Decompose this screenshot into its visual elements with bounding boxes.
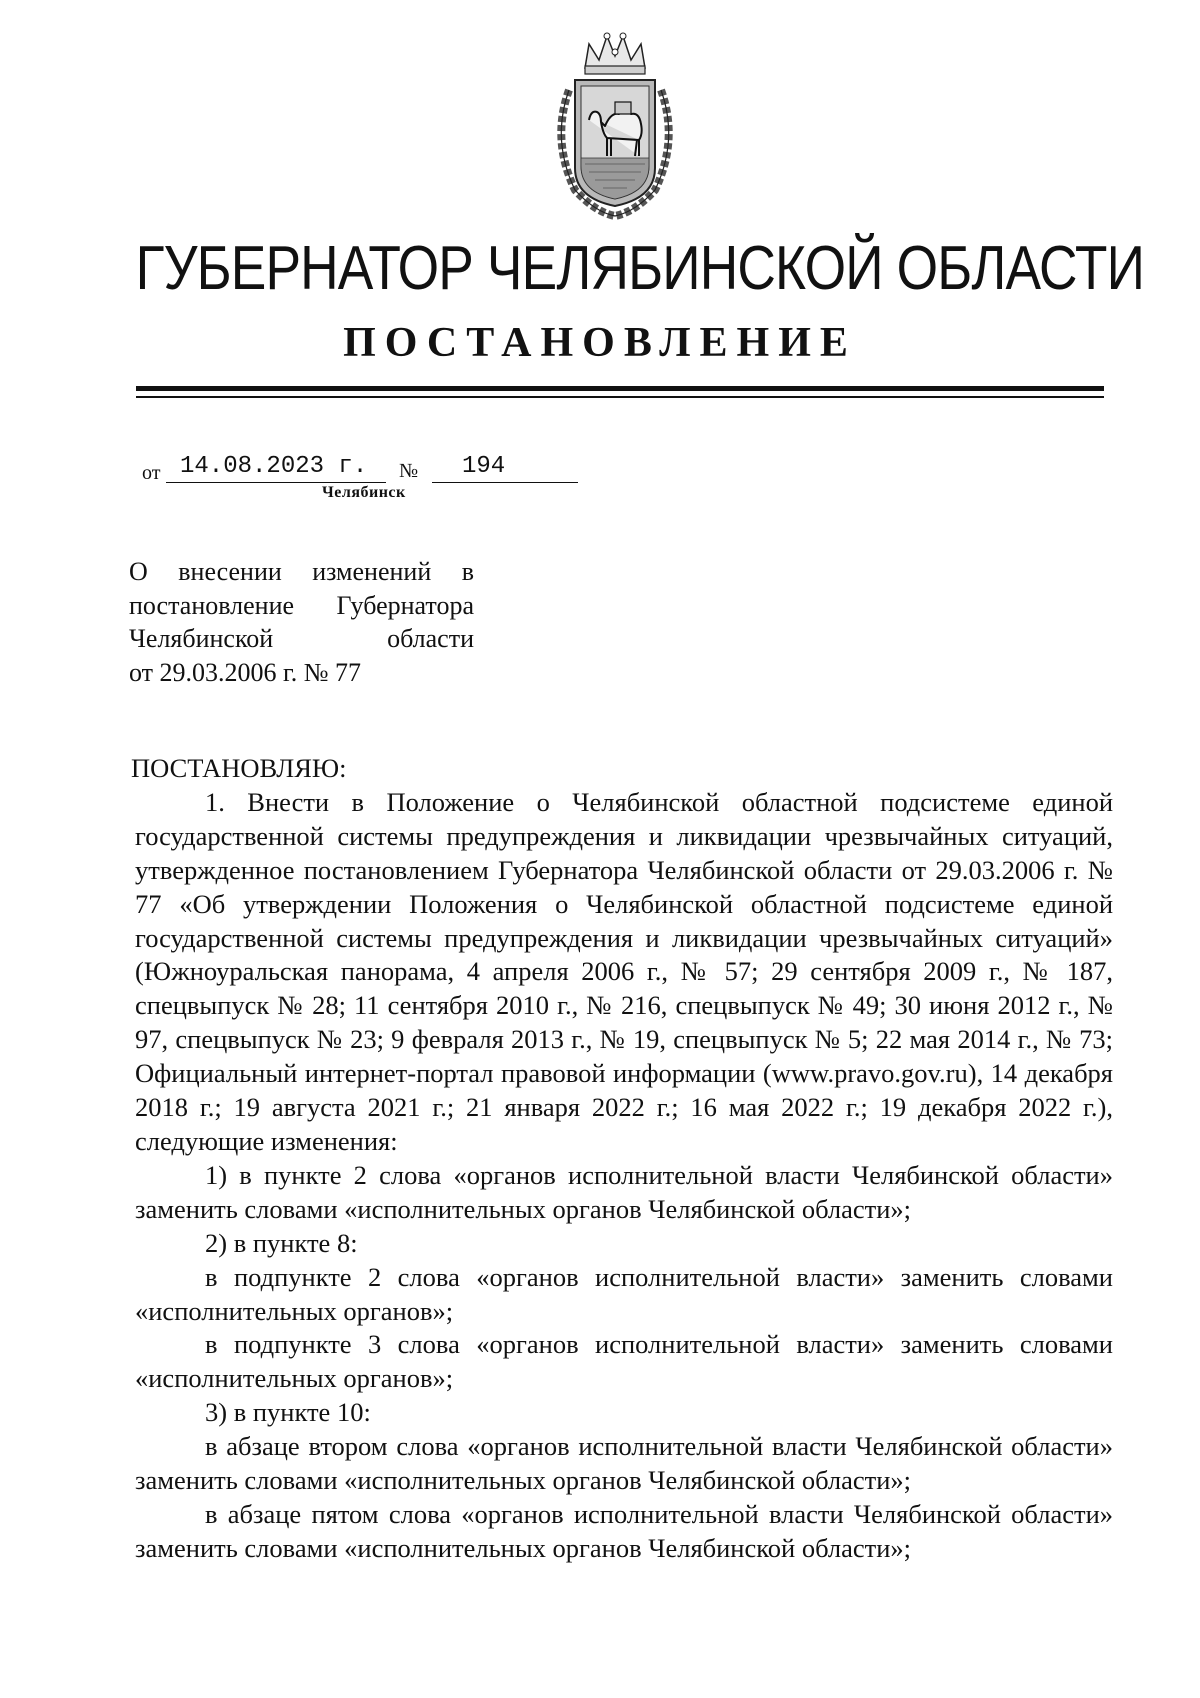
subject-line: постановление Губернатора — [129, 590, 474, 620]
document-subject — [129, 555, 474, 689]
issue-city: Челябинск — [322, 484, 406, 501]
subject-line: от 29.03.2006 г. № 77 — [129, 657, 362, 687]
header-rule-thin — [136, 396, 1104, 398]
document-type: ПОСТАНОВЛЕНИЕ — [343, 320, 857, 366]
header-rule-thick — [136, 386, 1104, 391]
body-paragraph: 3) в пункте 10: — [205, 1397, 371, 1428]
document-number: 194 — [432, 452, 578, 483]
body-paragraph: 2) в пункте 8: — [205, 1227, 358, 1258]
authority-title: ГУБЕРНАТОР ЧЕЛЯБИНСКОЙ ОБЛАСТИ — [135, 234, 1145, 303]
body-paragraph: 1. Внести в Положение о Челябинской областной подсистеме единой государственной системы предупреждения и ликвидации чрезвычайных ситуаций, утвержденное постановлением Губернатора Челябинской области от 29.03.2006 г. № 77 «Об утверждении Положения о Челябинской областной подсистеме единой государственной системы предупреждения и ликвидации чрезвычайных ситуаций» (Южноуральская панорама, 4 апреля 2006 г., № 57; 29 сентября 2009 г., № 187, спецвыпуск № 28; 11 сентября 2010 г., № 216, спецвыпуск № 49; 30 июня 2012 г., № 97, спецвыпуск № 23; 9 февраля 2013 г., № 19, спецвыпуск № 5; 22 мая 2014 г., № 73; Официальный интернет-портал правовой информации (www.pravo.gov.ru), 14 декабря 2018 г.; 19 августа 2021 г.; 21 января 2022 г.; 16 мая 2022 г.; 19 декабря 2022 г.), следующие изменения: — [135, 786, 1113, 1156]
body-paragraph: 1) в пункте 2 слова «органов исполнительной власти Челябинской области» заменить словами «исполнительных органов Челябинской области»; — [135, 1159, 1113, 1224]
document-date: 14.08.2023 г. — [166, 452, 386, 483]
body-paragraph: в подпункте 3 слова «органов исполнительной власти» заменить словами «исполнительных органов»; — [135, 1329, 1113, 1394]
chelyabinsk-coat-of-arms-icon — [545, 30, 685, 220]
body-paragraph: в абзаце втором слова «органов исполнительной власти Челябинской области» заменить словами «исполнительных органов Челябинской области»; — [135, 1431, 1113, 1496]
subject-line: Челябинской области — [129, 624, 474, 653]
decree-heading: ПОСТАНОВЛЯЮ: — [131, 753, 347, 783]
document-body — [131, 752, 1113, 1566]
body-paragraph: в подпункте 2 слова «органов исполнительной власти» заменить словами «исполнительных органов»; — [135, 1261, 1113, 1326]
subject-line: О внесении изменений в — [129, 557, 474, 586]
date-prefix: от — [142, 462, 161, 484]
body-paragraph: в абзаце пятом слова «органов исполнительной власти Челябинской области» заменить словами «исполнительных органов Челябинской области»; — [135, 1498, 1113, 1563]
number-label: № — [399, 460, 419, 482]
